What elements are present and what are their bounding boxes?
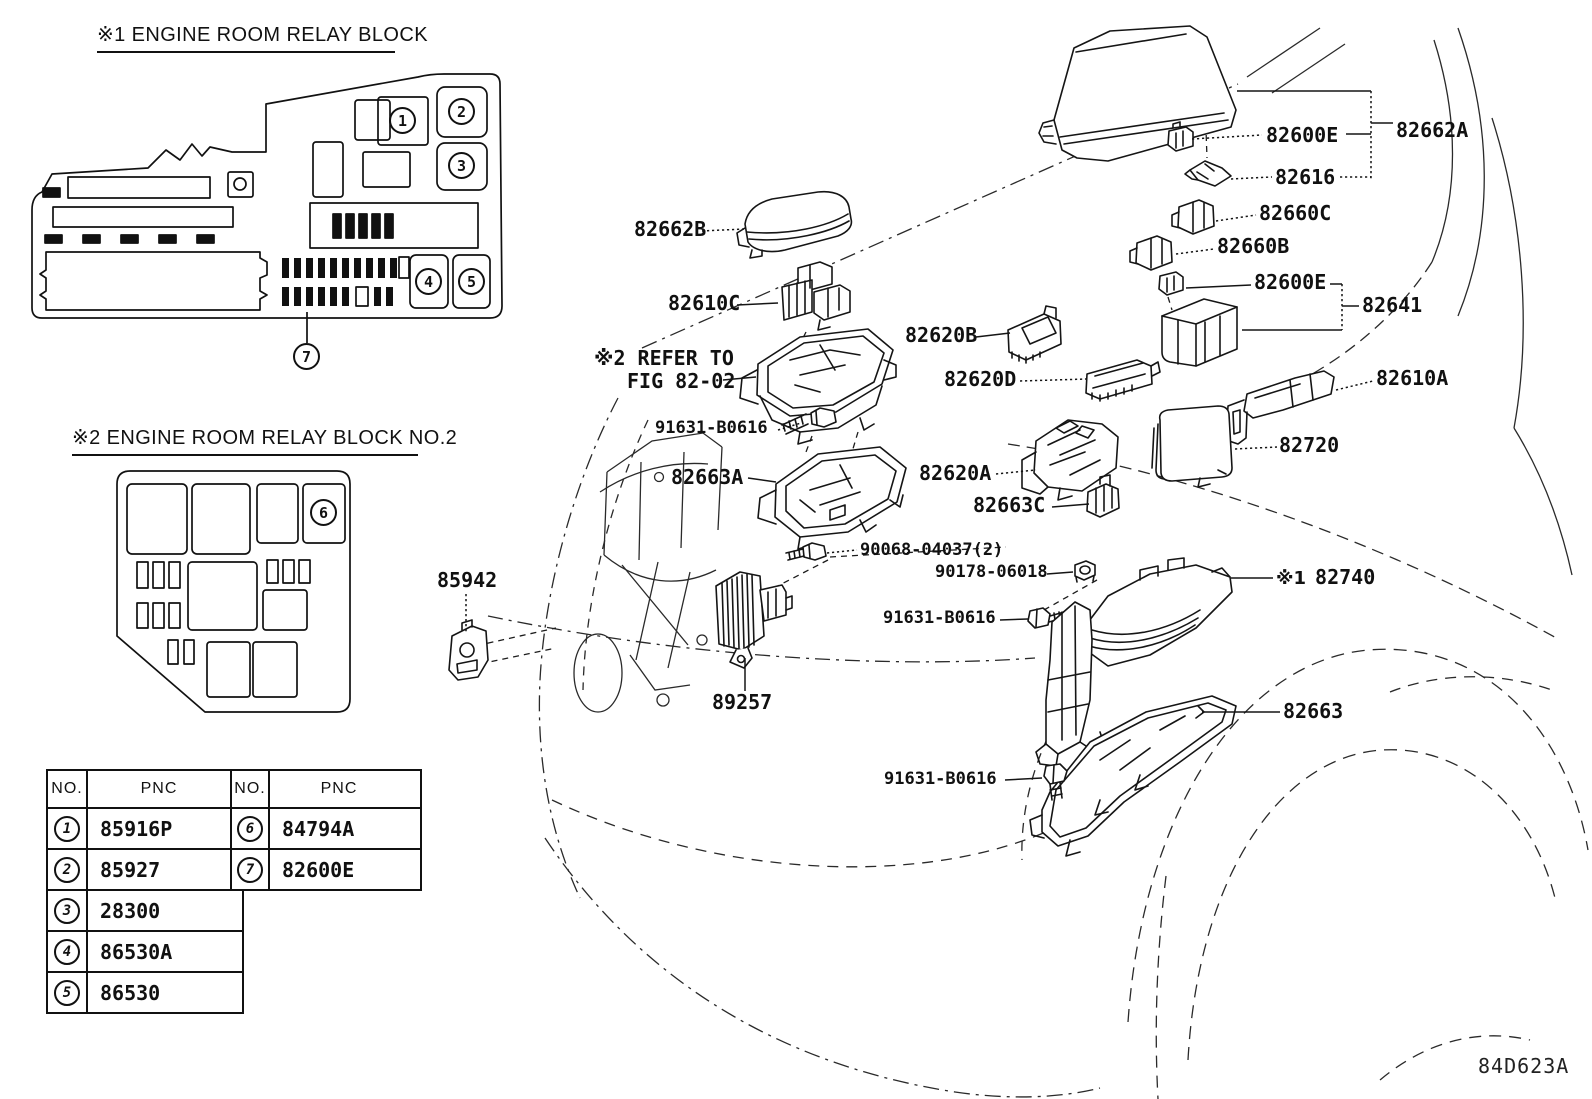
row-no-badge: 2 — [54, 857, 80, 883]
row-no-badge: 7 — [237, 857, 263, 883]
part-label-91631-b0616-1: 91631-B0616 — [655, 418, 768, 438]
callout-2: 2 — [448, 98, 475, 125]
part-label-82641: 82641 — [1362, 293, 1423, 317]
part-label-82663: 82663 — [1283, 699, 1344, 723]
row-pnc-value: 28300 — [100, 898, 161, 923]
refer-note-line-1: ※2 REFER TO — [594, 346, 734, 370]
figure-code: 84D623A — [1478, 1054, 1570, 1078]
part-label-82616: 82616 — [1275, 165, 1336, 189]
row-pnc-value: 86530A — [100, 939, 173, 964]
part-label-91631-b0616-3: 91631-B0616 — [884, 769, 997, 789]
part-label-82662b: 82662B — [634, 217, 707, 241]
part-label-82740-ref: ※1 — [1276, 568, 1307, 589]
table-row — [48, 932, 242, 973]
relay-block-1-drawing — [32, 74, 502, 343]
part-82600e-clip-mid — [1159, 272, 1183, 295]
relay-block-2-title: ※2 ENGINE ROOM RELAY BLOCK NO.2 — [72, 425, 418, 456]
fuse-bars-row-2 — [282, 287, 393, 306]
col-header-no: NO. — [232, 771, 270, 807]
part-label-90068-04037: 90068-04037(2) — [860, 540, 1004, 560]
table-row — [48, 809, 242, 850]
part-nut-90178 — [1075, 561, 1095, 582]
part-label-82660b: 82660B — [1217, 234, 1290, 258]
part-label-82720: 82720 — [1279, 433, 1340, 457]
leader-lines — [466, 91, 1393, 780]
part-82662b — [737, 192, 851, 258]
part-82620d — [1086, 360, 1160, 401]
part-label-82610c: 82610C — [668, 291, 741, 315]
part-label-82600e-1: 82600E — [1266, 123, 1339, 147]
part-82663a — [758, 447, 906, 549]
part-label-91631-b0616-2: 91631-B0616 — [883, 608, 996, 628]
row-no-badge: 5 — [54, 980, 80, 1006]
callout-1: 1 — [389, 107, 416, 134]
part-label-90178-06018: 90178-06018 — [935, 562, 1048, 582]
fuse-bars-row-1 — [282, 258, 397, 278]
part-82610c — [782, 262, 850, 330]
refer-note-line-2: FIG 82-02 — [627, 369, 736, 393]
part-label-82600e-2: 82600E — [1254, 270, 1327, 294]
part-82720 — [1152, 406, 1232, 487]
part-label-82620b: 82620B — [905, 323, 978, 347]
relay-block-1-title: ※1 ENGINE ROOM RELAY BLOCK — [97, 22, 395, 53]
table-row — [232, 850, 420, 889]
part-82660c — [1172, 200, 1214, 234]
part-89257 — [716, 572, 792, 668]
callout-3: 3 — [448, 152, 475, 179]
row-pnc-value: 85916P — [100, 816, 173, 841]
part-82616 — [1185, 161, 1231, 186]
part-label-89257: 89257 — [712, 690, 773, 714]
col-header-pnc: PNC — [320, 780, 358, 797]
table-row — [232, 809, 420, 850]
callout-4: 4 — [415, 268, 442, 295]
part-82660b — [1130, 236, 1172, 270]
part-85942 — [449, 620, 488, 680]
row-no-badge: 3 — [54, 898, 80, 924]
table-row — [48, 973, 242, 1012]
part-label-82663a: 82663A — [671, 465, 744, 489]
table-header-row — [232, 771, 420, 809]
col-header-pnc: PNC — [140, 780, 178, 797]
part-82620b — [1008, 306, 1061, 363]
table-row — [48, 850, 242, 891]
row-pnc-value: 84794A — [282, 816, 355, 841]
row-pnc-value: 85927 — [100, 857, 161, 882]
row-no-badge: 1 — [54, 816, 80, 842]
part-label-82610a: 82610A — [1376, 366, 1449, 390]
col-header-no: NO. — [48, 771, 88, 807]
part-label-82620d: 82620D — [944, 367, 1017, 391]
callout-6: 6 — [310, 499, 337, 526]
part-label-82662a: 82662A — [1396, 118, 1469, 142]
callout-7: 7 — [293, 343, 320, 370]
part-label-82620a: 82620A — [919, 461, 992, 485]
part-label-82660c: 82660C — [1259, 201, 1332, 225]
table-row — [48, 891, 242, 932]
part-label-82663c: 82663C — [973, 493, 1046, 517]
table-header-row — [48, 771, 242, 809]
part-bolt-90068 — [786, 543, 826, 560]
parts-table-right — [230, 769, 422, 891]
row-no-badge: 6 — [237, 816, 263, 842]
row-pnc-value: 86530 — [100, 980, 161, 1005]
part-82641 — [1162, 299, 1237, 366]
row-no-badge: 4 — [54, 939, 80, 965]
callout-5: 5 — [458, 268, 485, 295]
part-label-82740: ※1 82740 — [1276, 565, 1376, 589]
part-label-85942: 85942 — [437, 568, 498, 592]
parts-table-left — [46, 769, 244, 1014]
row-pnc-value: 82600E — [282, 857, 355, 882]
